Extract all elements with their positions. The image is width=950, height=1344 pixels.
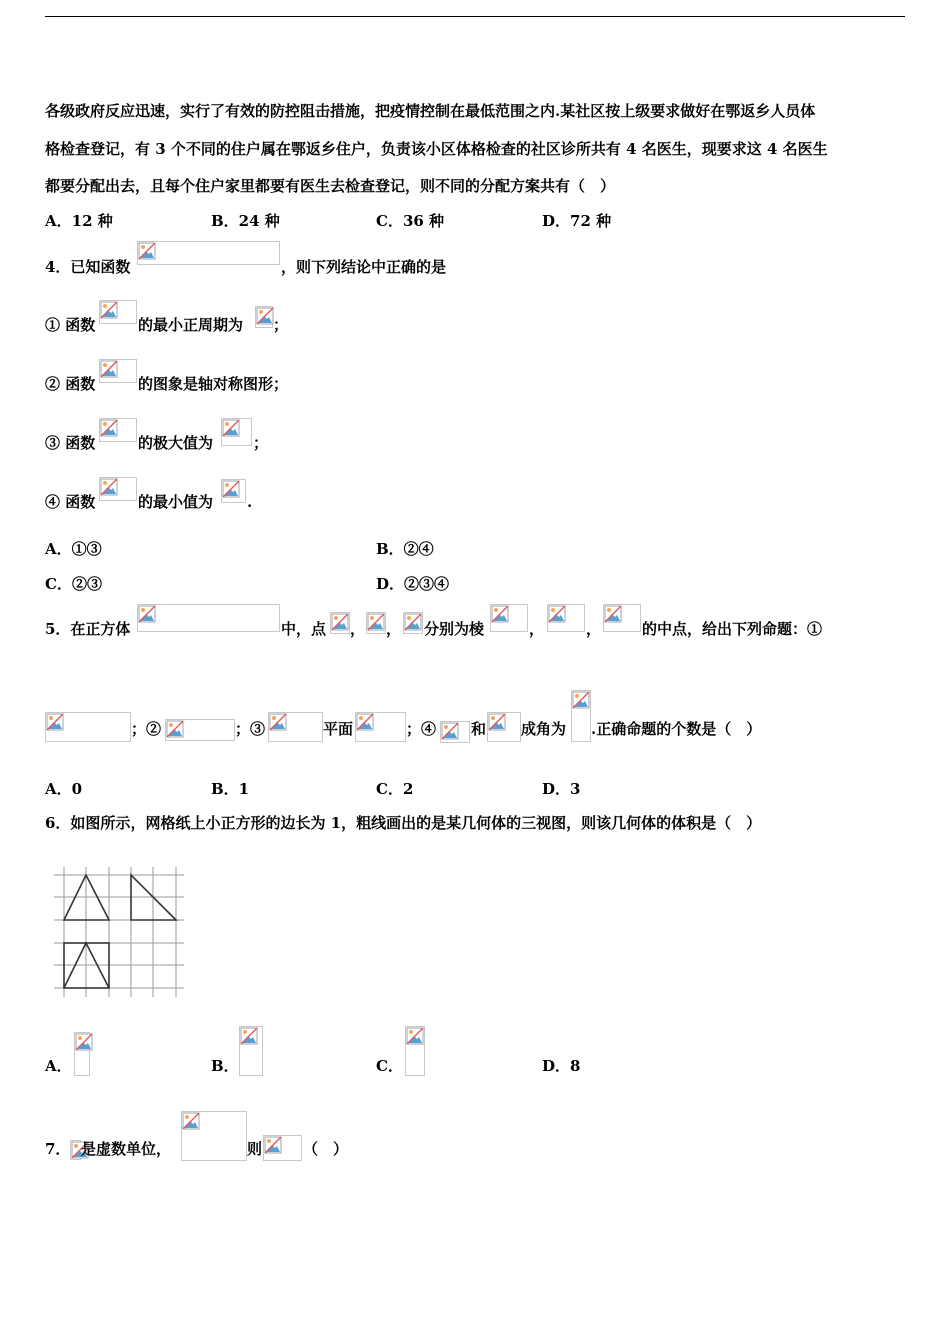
formula-image <box>603 604 641 632</box>
formula-image <box>239 1026 263 1076</box>
formula-image <box>490 604 528 632</box>
intro-option-d: D．72 种 <box>542 212 612 230</box>
q5-stem-d: 的中点，给出下列命题：① <box>642 620 823 638</box>
broken-image-icon <box>182 1112 200 1130</box>
broken-image-icon <box>404 613 422 631</box>
q5-angle: 成角为 <box>521 720 567 738</box>
intro-line-2: 格检查登记，有 3 个不同的住户属在鄂返乡住户，负责该小区体格检查的社区诊所共有 4 名医生，现要求这 4 名医生 <box>45 140 828 158</box>
q4-s4-c: . <box>247 493 253 511</box>
broken-image-icon <box>491 605 509 623</box>
q5-semicolon-1: ；② <box>131 720 162 738</box>
formula-image <box>137 604 280 632</box>
broken-image-icon <box>75 1033 93 1051</box>
formula-image <box>221 479 246 503</box>
q5-option-b: B．1 <box>211 780 250 798</box>
q5-tail: .正确命题的个数是（ ） <box>591 720 762 738</box>
q4-s3-a: ③ 函数 <box>45 434 96 452</box>
q5-semicolon-2: ；③ <box>235 720 266 738</box>
q4-s4-a: ④ 函数 <box>45 493 96 511</box>
formula-image <box>405 1026 425 1076</box>
q7-stem-c: 则 <box>247 1140 263 1158</box>
formula-image <box>547 604 585 632</box>
intro-option-a: A．12 种 <box>45 212 113 230</box>
broken-image-icon <box>166 720 184 738</box>
formula-image <box>366 612 386 634</box>
formula-image <box>99 418 137 442</box>
broken-image-icon <box>356 713 374 731</box>
q4-s2-b: 的图象是轴对称图形； <box>138 375 289 393</box>
broken-image-icon <box>100 478 118 496</box>
q6-option-d: D．8 <box>542 1057 581 1075</box>
broken-image-icon <box>441 722 459 740</box>
formula-image <box>571 690 591 742</box>
q5-comma-4: ， <box>586 620 602 638</box>
q7-stem-a: 7． <box>45 1140 71 1158</box>
formula-image <box>99 359 137 383</box>
formula-image <box>70 1140 81 1160</box>
q4-s1-b: 的最小正周期为 <box>138 316 244 334</box>
broken-image-icon <box>406 1027 424 1045</box>
intro-line-1: 各级政府反应迅速，实行了有效的防控阻击措施，把疫情控制在最低范围之内.某社区按上级要求做好在鄂返乡人员体 <box>45 102 816 120</box>
formula-image <box>440 721 470 743</box>
broken-image-icon <box>256 307 274 325</box>
q7-stem-d: （ ） <box>303 1140 349 1158</box>
q6-option-c: C． <box>376 1057 403 1075</box>
broken-image-icon <box>488 713 506 731</box>
grid-lines <box>54 867 184 997</box>
formula-image <box>221 418 252 446</box>
broken-image-icon <box>138 605 156 623</box>
top-rule <box>45 16 905 17</box>
broken-image-icon <box>100 419 118 437</box>
q6-option-a: A． <box>45 1057 72 1075</box>
formula-image <box>99 477 137 501</box>
broken-image-icon <box>604 605 622 623</box>
q5-stem-c: 分别为棱 <box>424 620 485 638</box>
q5-option-c: C．2 <box>376 780 414 798</box>
q5-option-a: A．0 <box>45 780 83 798</box>
q5-comma-1: ， <box>350 620 366 638</box>
q4-s1-c: ； <box>273 316 289 334</box>
q4-option-d: D．②③④ <box>376 575 450 593</box>
q4-s3-c: ； <box>253 434 269 452</box>
broken-image-icon <box>222 419 240 437</box>
q6-option-b: B． <box>211 1057 239 1075</box>
q5-and: 和 <box>471 720 487 738</box>
formula-image <box>45 712 131 742</box>
q5-semicolon-3: ；④ <box>406 720 437 738</box>
broken-image-icon <box>269 713 287 731</box>
broken-image-icon <box>367 613 385 631</box>
q4-option-c: C．②③ <box>45 575 102 593</box>
q4-stem-a: 4．已知函数 <box>45 258 131 276</box>
q4-stem-b: ，则下列结论中正确的是 <box>281 258 447 276</box>
formula-image <box>74 1032 90 1076</box>
broken-image-icon <box>222 480 240 498</box>
q4-s4-b: 的最小值为 <box>138 493 214 511</box>
three-view-grid-figure <box>52 865 186 999</box>
broken-image-icon <box>100 360 118 378</box>
formula-image <box>255 306 273 328</box>
broken-image-icon <box>100 301 118 319</box>
q5-comma-2: ， <box>386 620 402 638</box>
formula-image <box>355 712 406 742</box>
q4-option-b: B．②④ <box>376 540 434 558</box>
intro-option-b: B．24 种 <box>211 212 280 230</box>
q4-s3-b: 的极大值为 <box>138 434 214 452</box>
broken-image-icon <box>264 1136 282 1154</box>
formula-image <box>99 300 137 324</box>
intro-option-c: C．36 种 <box>376 212 445 230</box>
q5-stem-a: 5．在正方体 <box>45 620 131 638</box>
broken-image-icon <box>331 613 349 631</box>
formula-image <box>403 612 423 634</box>
q5-plane: 平面 <box>323 720 354 738</box>
broken-image-icon <box>138 242 156 260</box>
broken-image-icon <box>548 605 566 623</box>
q6-stem: 6．如图所示，网格纸上小正方形的边长为 1，粗线画出的是某几何体的三视图，则该几何体的体积是（ ） <box>45 814 762 832</box>
broken-image-icon <box>240 1027 258 1045</box>
q4-s1-a: ① 函数 <box>45 316 96 334</box>
q5-option-d: D．3 <box>542 780 581 798</box>
broken-image-icon <box>572 691 590 709</box>
q5-stem-b: 中，点 <box>281 620 327 638</box>
q5-comma-3: ， <box>529 620 545 638</box>
formula-image <box>137 241 280 265</box>
formula-image <box>263 1135 302 1161</box>
intro-line-3: 都要分配出去，且每个住户家里都要有医生去检查登记，则不同的分配方案共有（ ） <box>45 177 616 195</box>
formula-image <box>165 719 235 741</box>
formula-image <box>268 712 323 742</box>
q7-stem-b: 是虚数单位， <box>81 1140 172 1158</box>
q4-option-a: A．①③ <box>45 540 102 558</box>
formula-image <box>181 1111 247 1161</box>
broken-image-icon <box>46 713 64 731</box>
q4-s2-a: ② 函数 <box>45 375 96 393</box>
formula-image <box>487 712 521 742</box>
formula-image <box>330 612 350 634</box>
